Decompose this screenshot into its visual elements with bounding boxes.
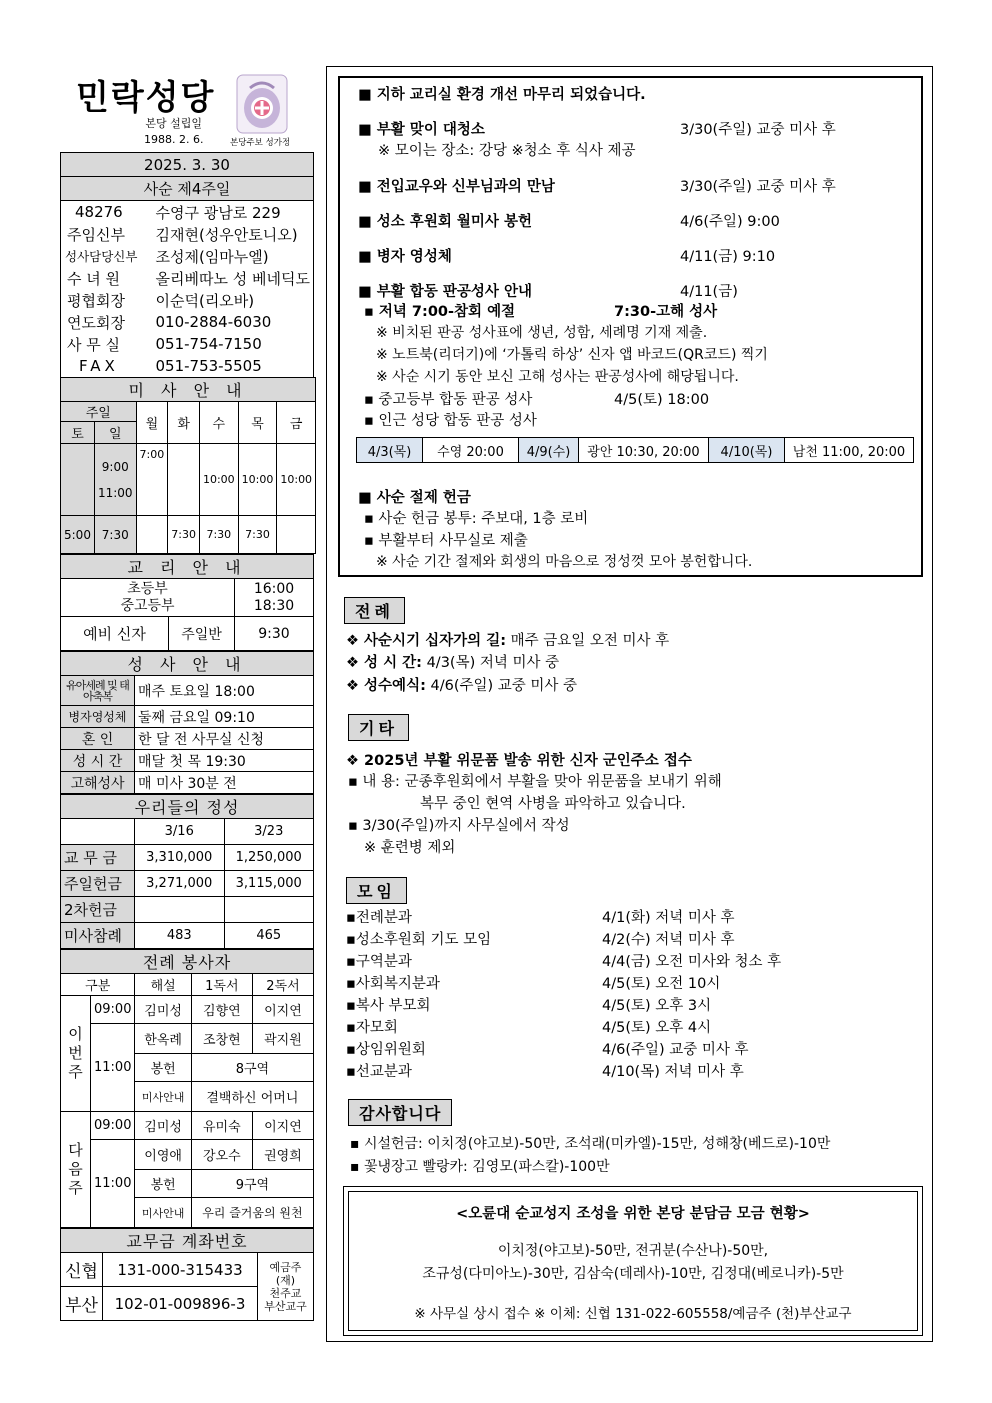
etc-tag: 기타 (348, 714, 409, 741)
liturgy-tag: 전례 (344, 597, 405, 624)
founded-info: 본당 설립일 1988. 2. 6. (144, 117, 204, 146)
mass-schedule: 미 사 안 내 주일 월 화 수 목 금 토 일 9:00 11:00 7:00 10:00 10:00 10:00 5:00 7:30 7:30 7:30 7:30 (60, 377, 316, 554)
penance-schedule: 4/3(목) 수영 20:00 4/9(수) 광안 10:30, 20:00 4/10(목) 남천 11:00, 20:00 (356, 437, 914, 463)
notice-item: ■ 지하 교리실 환경 개선 마무리 되었습니다. (358, 87, 646, 103)
notice-item: ■ 부활 합동 판공성사 안내 (358, 284, 532, 300)
offering-table: 우리들의 정성 3/16 3/23 교 무 금 3,310,000 1,250,000 주일헌금 3,271,000 3,115,000 2차헌금 미사참례 483 465 (60, 794, 314, 949)
notice-item: ■ 사순 절제 헌금 (358, 490, 471, 506)
left-column (60, 152, 314, 1321)
mass-title: 미 사 안 내 (61, 378, 316, 402)
date-box (60, 152, 314, 201)
notice-item: ■ 성소 후원회 월미사 봉헌 (358, 214, 532, 230)
notice-item: ■ 부활 맞이 대청소 (358, 122, 485, 138)
contact-info: 48276 수영구 광남로 229 주임신부 김재현(성우안토니오) 성사담당신부 조성제(임마누엘) 수 녀 원 올리베따노 성 베네딕도 평협회장 이순덕(리오바) 연도회장 010-2884-6030 사 무 실 051-754-7150 FAX 051-753-5505 (60, 201, 314, 377)
notice-item: ■ 병자 영성체 (358, 249, 452, 265)
liturgy-servers: 전례 봉사자 구분 해설 1독서 2독서 이번주 09:00 김미성 김향연 이지연 11:00 한옥례 조창현 곽지원 봉헌 8구역 미사안내 결백하신 어머니 다음주 09:00 김미성 유미숙 이지연 11:00 이영애 강오수 권영희 봉헌 9구역 미사안내 우리 즐거움의 원천 (60, 949, 314, 1228)
bulletin-date: 2025. 3. 30 (61, 153, 314, 177)
notice-item: ■ 전입교우와 신부님과의 만남 (358, 179, 555, 195)
holy-family-logo-icon (236, 74, 288, 134)
account-table: 교무금 계좌번호 신협 131-000-315433 예금주 (재) 천주교 부산교구 부산 102-01-009896-3 (60, 1228, 314, 1321)
meetings-tag: 모임 (346, 877, 407, 904)
church-name: 민락성당 (76, 78, 216, 118)
masthead (60, 66, 315, 152)
liturgical-week: 사순 제4주일 (61, 177, 314, 201)
thanks-tag: 감사합니다 (348, 1099, 452, 1126)
logo-caption: 본당주보 성가정 (230, 138, 291, 148)
catechism-schedule: 교 리 안 내 초등부 중고등부 16:00 18:30 예비 신자 주일반 9:30 (60, 554, 314, 651)
sacrament-schedule: 성 사 안 내 유아세례 및 태아축복 매주 토요일 18:00 병자영성체 둘째 금요일 09:10 혼 인 한 달 전 사무실 신청 성 시 간 매달 첫 목 19:30 고해성사 매 미사 30분 전 (60, 651, 314, 794)
shrine-fund-box: <오륜대 순교성지 조성을 위한 본당 분담금 모금 현황> 이치정(야고보)-50만, 전귀분(수산나)-50만, 조규성(다미아노)-30만, 김삼숙(데레사)-10만, 김정대(베로니카)-5만 ※ 사무실 상시 접수 ※ 이체: 신협 131-022-605558/예금주 (천)부산교구 (343, 1186, 923, 1336)
